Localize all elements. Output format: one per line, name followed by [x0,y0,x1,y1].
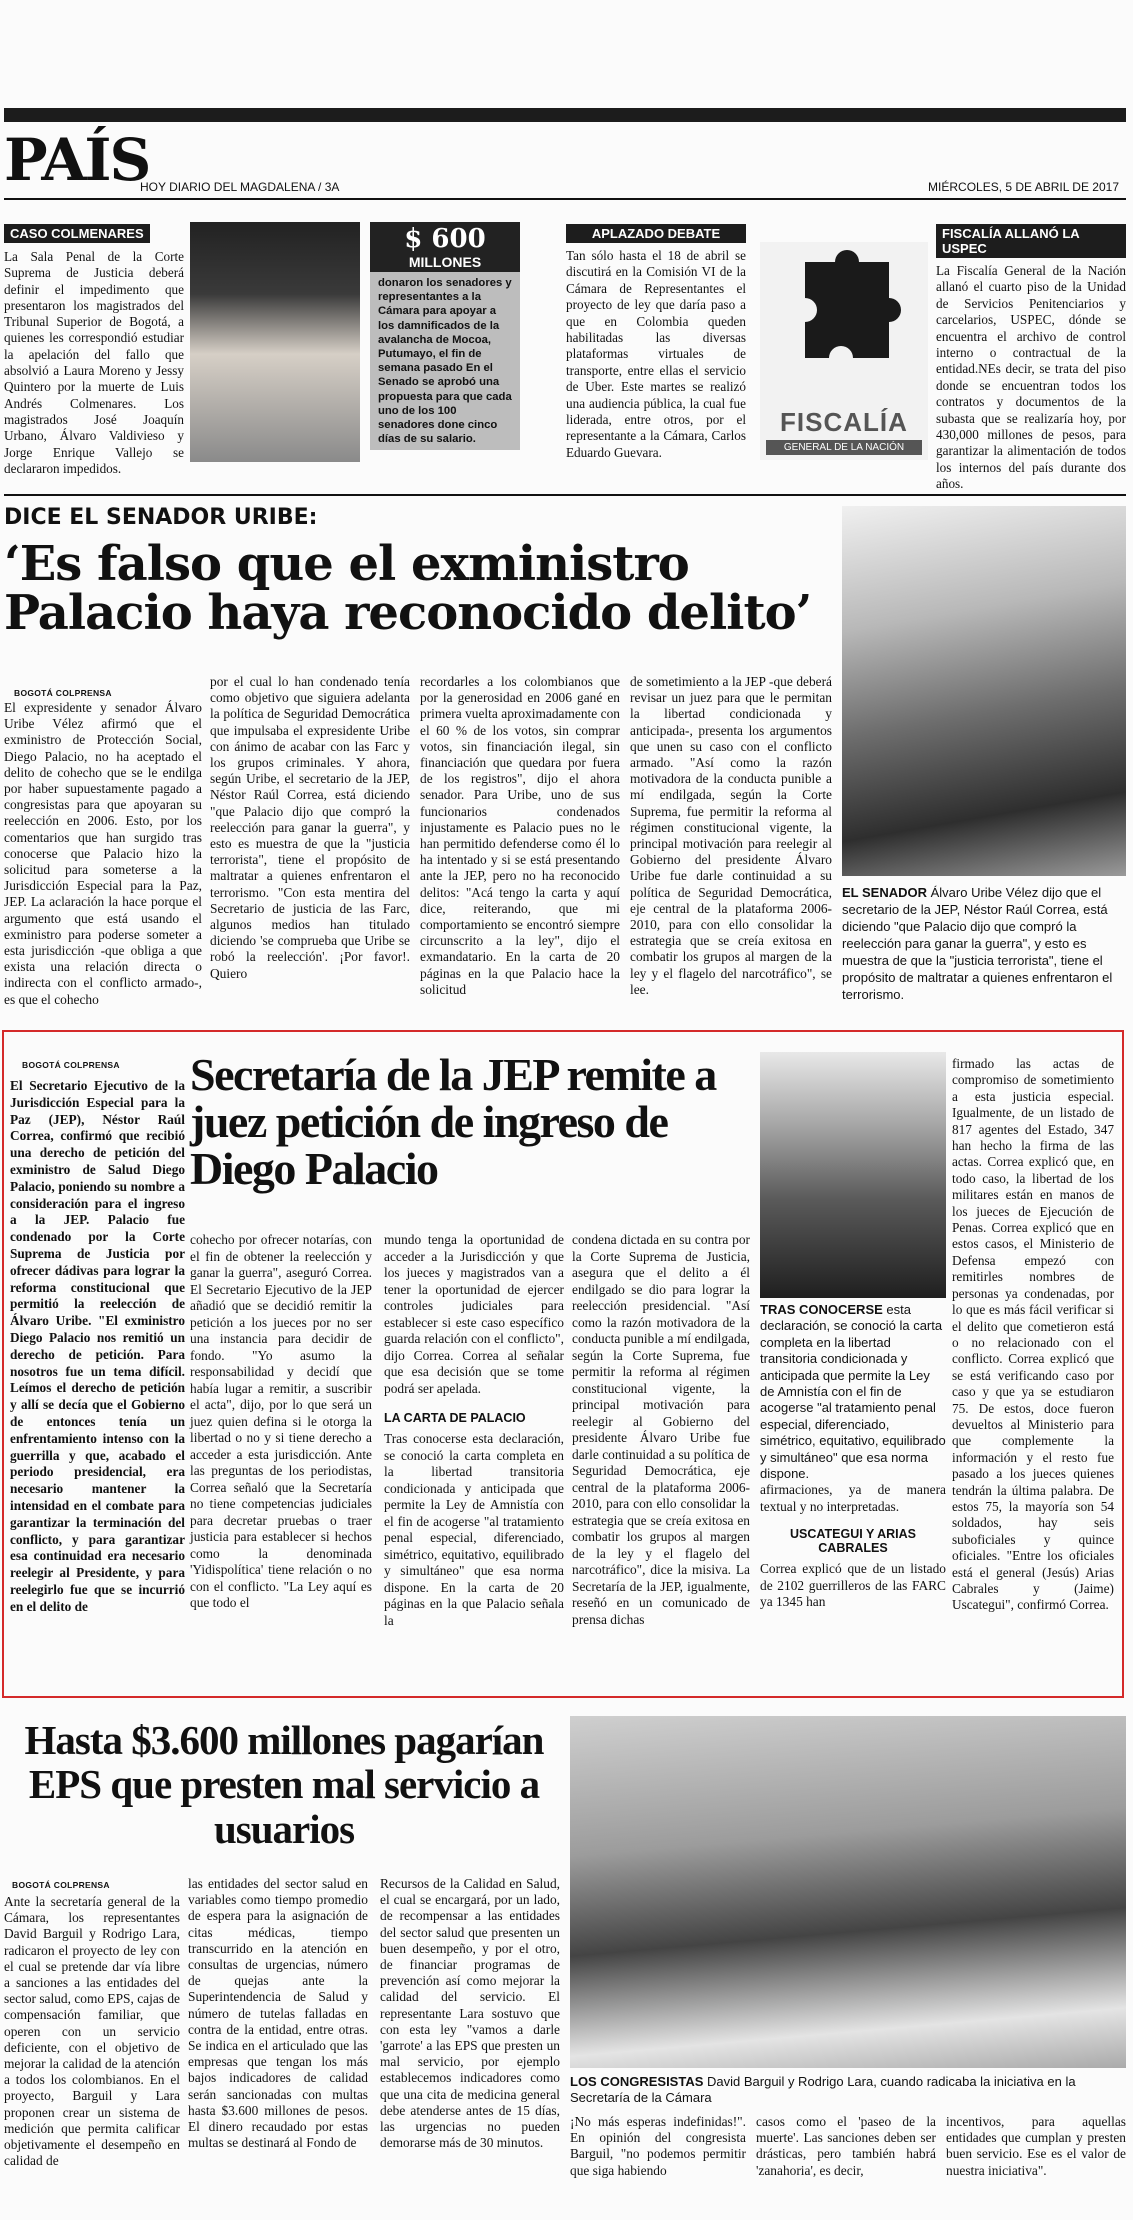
story3-headline: Hasta $3.600 millones pagarían EPS que presten mal servicio a usuarios [24,1717,544,1852]
amount-box [370,222,520,272]
issue-date: MIÉRCOLES, 5 DE ABRIL DE 2017 [928,180,1119,194]
story1-kicker: DICE EL SENADOR URIBE: [4,505,318,530]
photo-colmenares [190,222,360,462]
newspaper-name: HOY DIARIO DEL MAGDALENA / 3A [140,180,340,194]
brief-kicker: APLAZADO DEBATE [566,224,746,243]
story1-col2: por el cual lo han condenado tenía como objetivo que siguiera adelanta la política de Seguridad Democrática que impulsaba el expresidente Uribe con ánimo de acabar con las Farc y los grupos criminales. Y ahora, según Uribe, el secretario de la JEP, Néstor Raúl Correa, está diciendo "que Palacio dijo que compró la reelección para ganar la guerra", y esto es muestra de que la "justicia terrorista", tiene el propósito de maltratar a quienes enfrentaron el terrorismo. "Con esta mentira del Secretario de justicia de las Farc, algunos medios han titulado diciendo 'se comprueba que Uribe se robó la reelección'. ¡Por favor!. Quiero [210,674,410,981]
top-bar [4,108,1126,122]
story3-col6: incentivos, para aquellas entidades que cumplan y presten buen servicio. Ese es el valor de nuestra iniciativa". [946,2114,1126,2178]
story2-col6: firmado las actas de compromiso de sometimiento a esta justicia especial. Igualmente, de un listado de 817 agentes del Estado, 347 han hecho la firma de las actas. Correa explicó que, en todo caso, la libertad de los militares están en manos de los jueces de Ejecución de Penas. Correa explicó que en estos casos, el Ministerio de Defensa empezó con remitirles nombres de personas ya condenadas, por lo que es más fácil verificar si el delito que cometieron está o no relacionado con el conflicto. Correa explicó que se está verificando caso por caso y que ya se estudiaron 75. De estos, doce fueron devueltos al Ministerio para que complemente la información y el resto fue pasado a los jueces quienes tendrán la última palabra. De estos 75, la mayoría son 54 soldados, hay seis suboficiales y quince oficiales. "Entre los oficiales está el general (Jesús) Arias Cabrales y (Jaime) Uscategui", confirmó Correa. [952,1056,1114,1613]
caption-lead: TRAS CONOCERSE [760,1302,883,1317]
story3-col4: ¡No más esperas indefinidas!". En opinión del congresista Barguil, "no podemos permitir que siga habiendo [570,2114,746,2178]
photo-congresistas [570,1716,1126,2068]
photo-uribe [842,506,1126,876]
story1-col4: de sometimiento a la JEP -que deberá revisar un juez para que le permitan la libertad condicionada y anticipada-, presenta los argumentos que unen su caso con el conflicto armado. "Así como la razón motivadora de la conducta punible a mí endilgada, según la Corte Suprema, fue permitir la reforma al régimen constitucional vigente, la principal motivación para reelegir al Gobierno del presidente Álvaro Uribe fue darle continuidad a su política de Seguridad Democrática, eje central de la plataforma 2006-2010, para con ello consolidar la estrategia que se creía exitosa en combatir los grupos al margen de la ley y el flagelo del narcotráfico", se lee. [630,674,832,997]
brief-kicker: FISCALÍA ALLANÓ LA USPEC [936,224,1126,258]
story2-headline: Secretaría de la JEP remite a juez petición de ingreso de Diego Palacio [190,1049,716,1194]
story2-credit: BOGOTÁ COLPRENSA [22,1060,120,1070]
caption-lead: LOS CONGRESISTAS [570,2074,704,2089]
caption-text: David Barguil y Rodrigo Lara, cuando radicaba la iniciativa en la Secretaría de la Cámara [570,2074,1076,2105]
caption-text: esta declaración, se conoció la carta completa en la libertad transitoria condicionada y anticipada que permite la Ley de Amnistía con el fin de acogerse "al tratamiento penal especial, diferenciado, simétrico, equitativo, equilibrado y simultáneo" que esa norma dispone. [760,1302,946,1482]
story3-col3: Recursos de la Calidad en Salud, el cual se encargará, por un lado, de recompensar a las entidades del sector salud que presenten un buen desempeño, y por el otro, de financiar programas de prevención así como mejorar la calidad del servicio. El representante Lara sostuvo que con esta ley "vamos a darle 'garrote' a las EPS que presten un mal servicio, por ejemplo establecemos indicadores como que una cita de medicina general debe atenderse antes de 15 días, las urgencias no pueden demorarse más de 30 minutos. [380,1876,560,2151]
masthead-rule [4,198,1126,200]
story2-col4: condena dictada en su contra por la Corte Suprema de Justicia, asegura que el delito a él endilgado se dio para lograr la reelección presidencial. "Así como la razón motivadora de la conducta punible a mí endilgada, según la Corte Suprema, fue permitir la reforma al régimen constitucional vigente, la principal motivación para reelegir al Gobierno del presidente Álvaro Uribe fue darle continuidad a su política de Seguridad Democrática, eje central de la plataforma 2006-2010, para con ello consolidar la estrategia que se creía exitosa en combatir los grupos al margen de la ley y el flagelo del narcotráfico", dice la misiva. La Secretaría de la JEP, igualmente, reseñó en un comunicado de prensa dichas [572,1232,750,1627]
photo-correa [760,1052,946,1298]
story2-subhead: LA CARTA DE PALACIO [384,1411,526,1425]
story3-col2: las entidades del sector salud en variables como tiempo promedio de espera para la asignación de citas médicas, tiempo transcurrido en la atención en consultas de urgencias, número de quejas ante la Superintendencia de Salud y número de tutelas falladas en contra de la entidad, entre otras. Se indica en el articulado que las empresas que tengan los más bajos indicadores de calidad serán sancionadas con multas hasta $3.600 millones de pesos. El dinero recaudado por estas multas se destinará al Fondo de [188,1876,368,2151]
story2-col3-wrap [384,1232,564,1629]
story3-col5: casos como el 'paseo de la muerte'. Las sanciones deben ser drásticas, pero también habrá 'zanahoria', es decir, [756,2114,936,2178]
story2-col5b: Correa explicó que de un listado de 2102 guerrilleros de las FARC ya 1345 han [760,1561,946,1609]
brief-body: La Sala Penal de la Corte Suprema de Justicia deberá definir el impedimento que presentaron los magistrados del Tribunal Superior de Bogotá, a quienes les correspondió estudiar la apelación del fallo que absolvió a Laura Moreno y Jessy Quintero por la muerte de Luis Andrés Colmenares. Los magistrados José Joaquín Urbano, Álvaro Valdivieso y Jorge Enrique Vallejo se declararon impedidos. [4,249,184,476]
story1-credit: BOGOTÁ COLPRENSA [14,688,112,698]
brief-uspec [936,224,1126,493]
story2-col3: mundo tenga la oportunidad de acceder a la Jurisdicción y que los jueces y magistrados van a tener la oportunidad de ejercer controles judiciales para establecer si este caso específico guarda relación con el conflicto", dijo Correa. Correa al señalar que esa decisión que se tome podrá ser apelada. [384,1232,564,1396]
story3-col1: Ante la secretaría general de la Cámara, los representantes David Barguil y Rodrigo Lara, radicaron el proyecto de ley con el cual se pretende dar vía libre a sanciones a las entidades del sector salud, como EPS, cajas de compensación familiar, que operen con un servicio deficiente, con el objetivo de mejorar la calidad de la atención a todos los colombianos. En el proyecto, Barguil y Lara proponen crear un sistema de medición que permita calificar objetivamente el desempeño en calidad de [4,1894,180,2169]
logo-sub: GENERAL DE LA NACIÓN [766,440,922,455]
caption-text: Álvaro Uribe Vélez dijo que el secretario de la JEP, Néstor Raúl Correa, está diciendo "que Palacio dijo que compró la reelección para ganar la guerra", y esto es muestra de que la "justicia terrorista", tiene el propósito de maltratar a quienes enfrentaron el terrorismo. [842,885,1113,1002]
story2-col2: cohecho por ofrecer notarías, con el fin de obtener la reelección y ganar la guerra", aseguró Correa. El Secretario Ejecutivo de la JEP añadió que se decidió remitir la petición a los jueces por no ser una instancia para decidir de fondo. "Yo asumo la responsabilidad y decidí que había lugar a remitir, a suscribir el acta", dijo, por lo que será un juez quien defina si le otorga la libertad o no y si tiene derecho a acceder a esta jurisdicción. Ante las preguntas de los periodistas, Correa señaló que la Secretaría no tiene competencias judiciales para decretar pruebas o traer justicia para establecer si hechos como la denominada 'Yidispolítica' tiene relación o no con el conflicto. "La Ley aquí es que todo el [190,1232,372,1610]
brief-millones [370,222,520,446]
brief-body: La Fiscalía General de la Nación allanó el cuarto piso de la Unidad de Servicios Penitenciarios y carcelarios, USPEC, dónde se encuentra el archivo de control interno o contractual de la entidad.NEs decir, se trata del piso donde se encuentran todos los contratos y documentos de la subasta que se realizaría hoy, por 430,000 millones de pesos, para garantizar la alimentación de todos los internos del país durante dos años. [936,263,1126,492]
story2-subhead2: USCATEGUI Y ARIAS CABRALES [790,1527,916,1555]
amount-unit: MILLONES [408,254,482,270]
caption-lead: EL SENADOR [842,885,927,900]
story2-caption [760,1302,946,1482]
story3-caption [570,2074,1126,2106]
section-title: PAÍS [4,126,150,194]
story2-col5a: afirmaciones, ya de manera textual y no interpretadas. [760,1482,946,1514]
brief-kicker: CASO COLMENARES [4,224,150,243]
logo-name: FISCALÍA [780,407,908,437]
story3-credit: BOGOTÁ COLPRENSA [12,1880,110,1890]
story2-lead: El Secretario Ejecutivo de la Jurisdicción Especial para la Paz (JEP), Néstor Raúl Correa, confirmó que recibió una derecho de petición del exministro de Salud Diego Palacio, poniendo su nombre a consideración para el ingreso a la JEP. Palacio fue condenado por la Corte Suprema de Justicia por ofrecer dádivas para lograr la reforma constitucional que permitió la reelección de Álvaro Uribe. "El exministro Diego Palacio nos remitió un derecho de petición. Para nosotros fue un tema difícil. Leímos el derecho de petición y allí se decía que el Gobierno de entonces tenía un enfrentamiento intenso con la guerrilla y que, acabado el periodo presidencial, era necesario mantener la intensidad en el combate para garantizar la terminación del conflicto, y para garantizar esa continuidad era necesario reelegir al Presidente, y para reelegirlo fue que se incurrió en el delito de [10,1078,185,1614]
amount: $ 600 [404,224,486,254]
brief-colmenares [4,224,184,477]
fiscalia-logo [760,242,928,460]
brief-debate [566,224,746,461]
story1-col3: recordarles a los colombianos que por la generosidad en 2006 gané en primera vuelta aproximadamente con el 60 % de los votos, sin comprar votos, sin financiación ilegal, sin financiación que quedara por fuera de los registros", dijo el ahora senador. Para Uribe, uno de sus funcionarios condenados injustamente es Palacio pues no le han permitido defenderse como él lo ha intentado y si se está presentando ante la JEP, pero no ha reconocido delitos: "Acá tengo la carta y aquí dice, reiterando, que mi comportamiento se encontró siempre circunscrito a la ley", dijo el exmandatario. En la carta de 20 páginas en la que Palacio hace la solicitud [420,674,620,997]
story1-headline: ‘Es falso que el exministro Palacio haya reconocido delito’ [4,536,812,641]
briefs-rule [4,494,1126,496]
story1-col1: El expresidente y senador Álvaro Uribe Vélez afirmó que el exministro de Protección Social, Diego Palacio, no ha aceptado el delito de cohecho que se le endilga por haber supuestamente pagado a congresistas para que apoyaran su reelección en 2006. Esto, por los comentarios que han surgido tras conocerse que Palacio hizo la solicitud para someterse a la Jurisdicción Especial para la Paz, JEP. La aclaración la hace porque el argumento que está usando el exministro para poderse someter a esta jurisdicción -que obliga a que exista una relación directa o indirecta con el conflicto armado-, es que el cohecho [4,700,202,1007]
puzzle-icon [760,242,928,402]
story2-col3b: Tras conocerse esta declaración, se conoció la carta completa en la libertad transitoria condicionada y anticipada que permite la Ley de Amnistía con el fin de acogerse "al tratamiento penal especial, diferenciado, simétrico, equitativo, equilibrado y simultáneo" que esa norma dispone. En la carta de 20 páginas en la que Palacio señala la [384,1431,564,1628]
brief-body: Tan sólo hasta el 18 de abril se discutirá en la Comisión VI de la Cámara de Representantes el proyecto de ley que daría paso a que en Colombia queden habilitadas las diversas plataformas virtuales de transporte, entre ellas el servicio de Uber. Este martes se realizó una audiencia pública, la cual fue liderada, entre otros, por el representante a la Cámara, Carlos Eduardo Guevara. [566,248,746,460]
brief-body: donaron los senadores y representantes a la Cámara para apoyar a los damnificados de la avalancha de Mocoa, Putumayo, el fin de semana pasado En el Senado se aprobó una propuesta para que cada uno de los 100 senadores done cinco días de su salario. [370,272,520,450]
story1-caption [842,884,1126,1003]
story2-col5-wrap [760,1482,946,1611]
